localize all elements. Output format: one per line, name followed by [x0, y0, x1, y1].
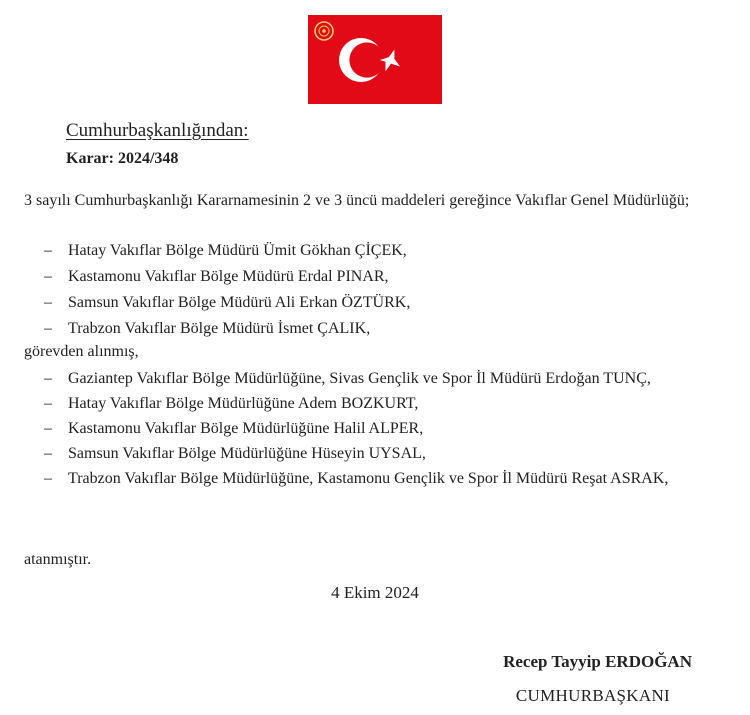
signer-title: CUMHURBAŞKANI: [515, 686, 670, 705]
dash-bullet: –: [44, 420, 52, 437]
intro-paragraph: 3 sayılı Cumhurbaşkanlığı Kararnamesinin 2 ve 3 üncü maddeleri gereğince Vakıflar Genel Müdürlüğü;: [24, 192, 690, 209]
list-item-text: Hatay Vakıflar Bölge Müdürlüğüne Adem BOZKURT,: [68, 395, 419, 412]
document-date: 4 Ekim 2024: [331, 583, 419, 602]
decision-number: Karar: 2024/348: [66, 150, 179, 167]
list-item-text: Trabzon Vakıflar Bölge Müdürü İsmet ÇALIK,: [68, 320, 371, 337]
list-item-text: Gaziantep Vakıflar Bölge Müdürlüğüne, Sivas Gençlik ve Spor İl Müdürü Erdoğan TUNÇ,: [68, 370, 651, 387]
list-item-text: Kastamonu Vakıflar Bölge Müdürlüğüne Halil ALPER,: [68, 420, 424, 437]
list-item-text: Samsun Vakıflar Bölge Müdürlüğüne Hüseyin UYSAL,: [68, 445, 426, 462]
list-item: [44, 266, 714, 288]
dash-bullet: –: [44, 470, 52, 487]
signer-name: Recep Tayyip ERDOĞAN: [503, 652, 692, 671]
dash-bullet: –: [44, 294, 52, 311]
removed-statement: görevden alınmış,: [24, 343, 139, 360]
turkish-flag-icon: [308, 15, 442, 104]
list-item: [44, 418, 714, 440]
removed-list: [44, 240, 714, 344]
appointed-statement: atanmıştır.: [24, 551, 92, 568]
list-item-text: Trabzon Vakıflar Bölge Müdürlüğüne, Kastamonu Gençlik ve Spor İl Müdürü Reşat ASRAK,: [68, 470, 669, 487]
list-item: [44, 292, 714, 314]
dash-bullet: –: [44, 268, 52, 285]
list-item: [44, 393, 714, 415]
list-item: [44, 368, 714, 390]
list-item-text: Samsun Vakıflar Bölge Müdürü Ali Erkan ÖZTÜRK,: [68, 294, 411, 311]
list-item: [44, 240, 714, 262]
list-item: [44, 318, 714, 340]
dash-bullet: –: [44, 242, 52, 259]
list-item: [44, 468, 714, 490]
appointed-list: [44, 368, 714, 493]
dash-bullet: –: [44, 395, 52, 412]
list-item-text: Hatay Vakıflar Bölge Müdürü Ümit Gökhan ÇİÇEK,: [68, 242, 407, 259]
list-item-text: Kastamonu Vakıflar Bölge Müdürü Erdal PINAR,: [68, 268, 389, 285]
list-item: [44, 443, 714, 465]
dash-bullet: –: [44, 320, 52, 337]
issuer-heading: Cumhurbaşkanlığından:: [66, 120, 249, 141]
dash-bullet: –: [44, 370, 52, 387]
dash-bullet: –: [44, 445, 52, 462]
